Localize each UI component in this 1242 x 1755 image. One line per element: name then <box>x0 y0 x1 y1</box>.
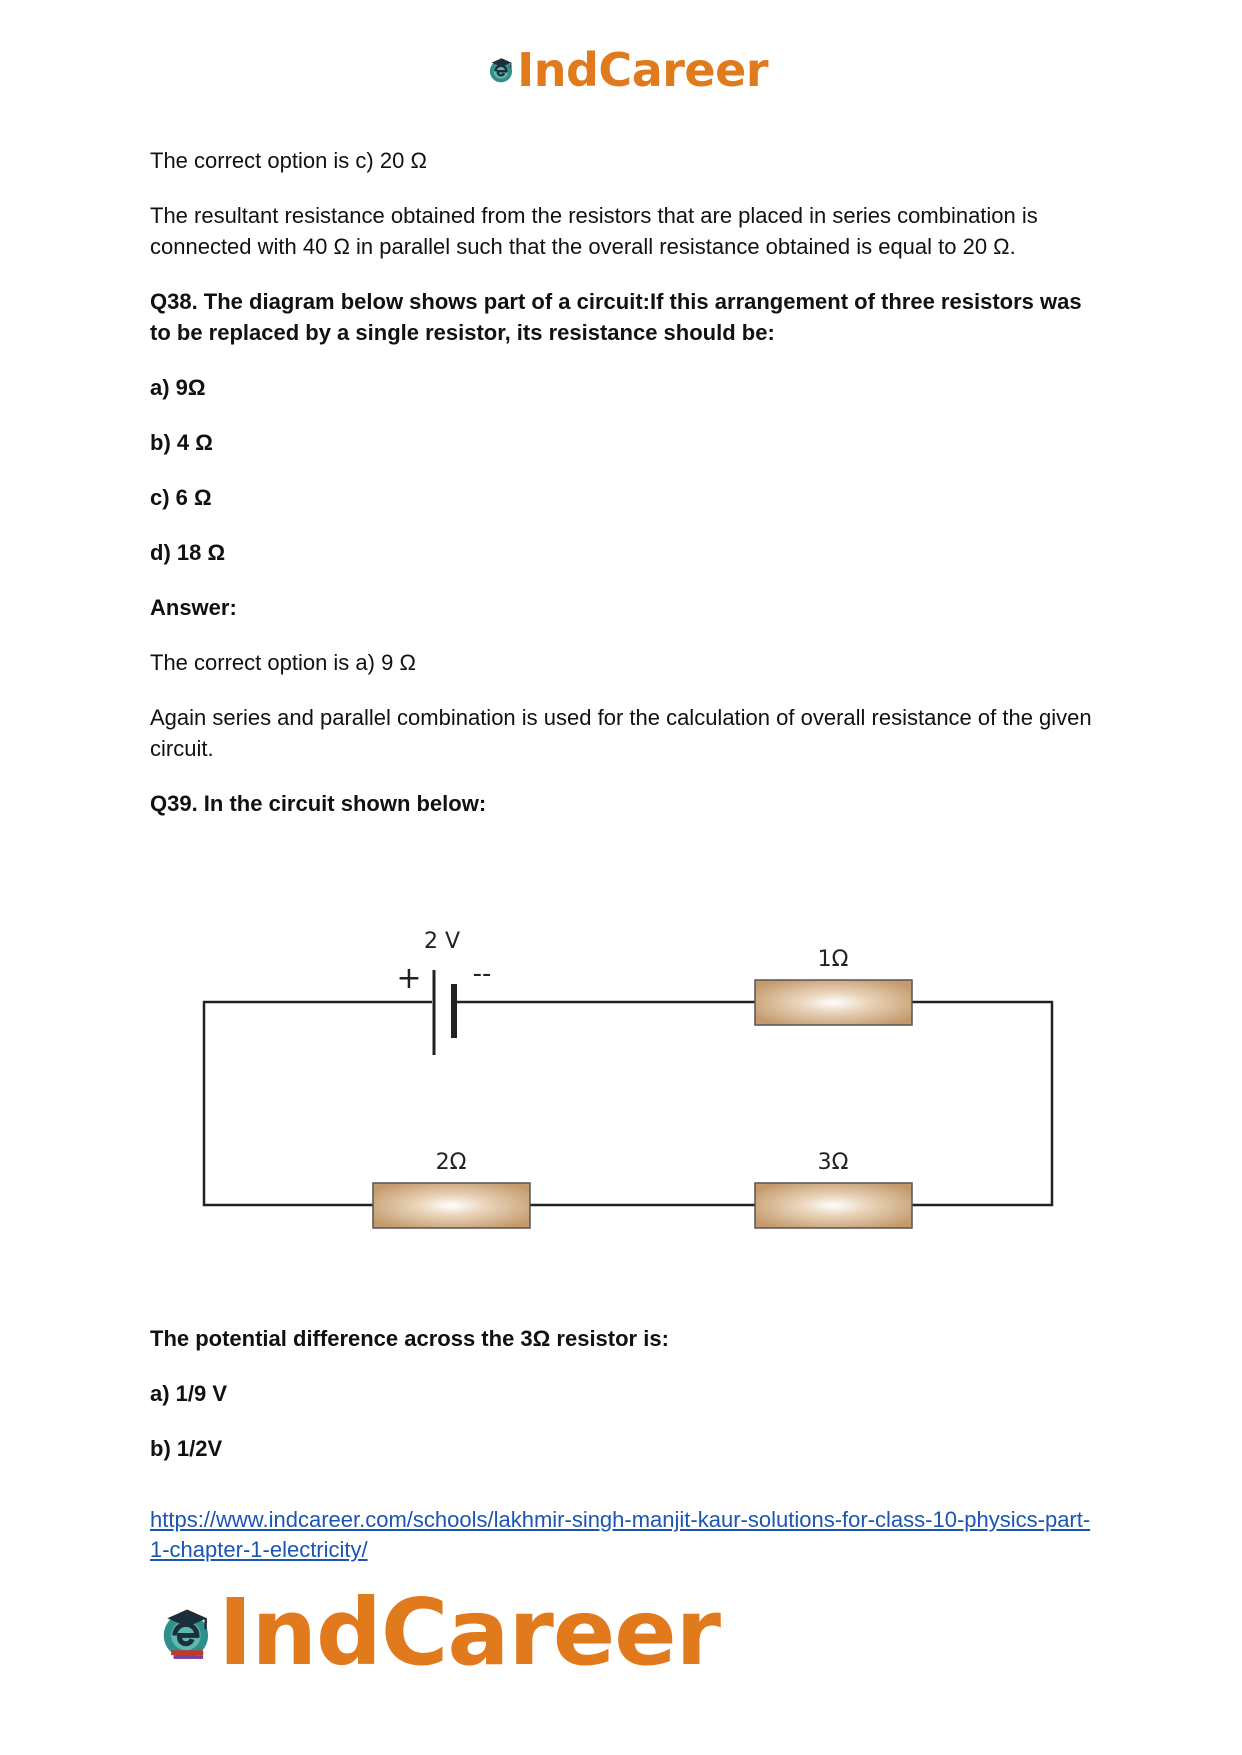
q38-option-c: c) 6 Ω <box>150 485 212 510</box>
resistor-3-label: 3Ω <box>817 1150 849 1175</box>
footer-logo <box>160 1578 720 1688</box>
resistor-1-ohm <box>755 980 912 1025</box>
footer-logo-text: IndCareer <box>218 1579 720 1686</box>
circuit-wires <box>204 1002 1052 1205</box>
previous-explanation: The resultant resistance obtained from the resistors that are placed in series combination is connected with 40 Ω in parallel such that the overall resistance obtained is equal to 20 Ω. <box>150 203 1038 259</box>
source-link[interactable]: https://www.indcareer.com/schools/lakhmir-singh-manjit-kaur-solutions-for-class-10-physics-part-1-chapter-1-electricity/ <box>150 1507 1091 1562</box>
battery-plus-sign: + <box>396 961 422 996</box>
resistor-2-ohm <box>373 1183 530 1228</box>
graduate-globe-icon <box>488 48 515 92</box>
battery-symbol <box>434 970 454 1055</box>
q39-option-b: b) 1/2V <box>150 1436 223 1461</box>
question-38: Q38. The diagram below shows part of a circuit:If this arrangement of three resistors was to be replaced by a single resistor, its resistance should be: <box>150 289 1082 345</box>
q38-answer: The correct option is a) 9 Ω <box>150 650 416 675</box>
document-body <box>150 145 1095 843</box>
resistor-2-label: 2Ω <box>435 1150 467 1175</box>
question-39: Q39. In the circuit shown below: <box>150 791 487 816</box>
q38-option-d: d) 18 Ω <box>150 540 226 565</box>
logo-text: IndCareer <box>517 43 768 97</box>
q38-option-a: a) 9Ω <box>150 375 206 400</box>
question-39-continued <box>150 1323 1095 1488</box>
circuit-diagram <box>190 910 1070 1250</box>
resistor-1-label: 1Ω <box>817 947 849 972</box>
graduate-globe-icon <box>160 1590 214 1676</box>
answer-label: Answer: <box>150 595 237 620</box>
q38-option-b: b) 4 Ω <box>150 430 213 455</box>
q38-explanation: Again series and parallel combination is used for the calculation of overall resistance of the given circuit. <box>150 705 1092 761</box>
battery-minus-sign: -- <box>472 959 492 989</box>
q39-option-a: a) 1/9 V <box>150 1381 228 1406</box>
previous-answer: The correct option is c) 20 Ω <box>150 148 427 173</box>
header-logo <box>488 40 768 100</box>
q39-question: The potential difference across the 3Ω resistor is: <box>150 1326 669 1351</box>
battery-voltage-label: 2 V <box>423 929 461 954</box>
resistor-3-ohm <box>755 1183 912 1228</box>
